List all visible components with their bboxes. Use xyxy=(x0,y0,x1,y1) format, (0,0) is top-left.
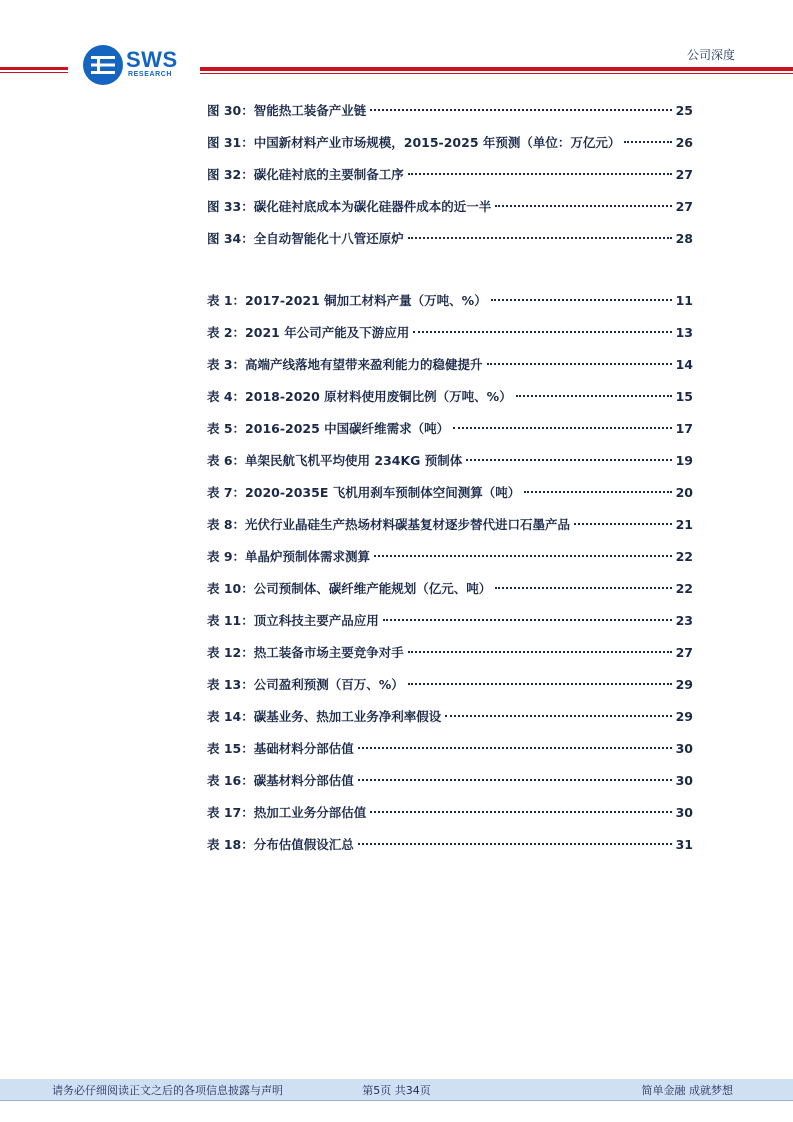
toc-leader-dots xyxy=(624,141,671,143)
toc-leader-dots xyxy=(408,237,672,239)
toc-entry-page: 22 xyxy=(675,549,693,564)
figure-index xyxy=(207,100,693,260)
footer-slogan: 简单金融 成就梦想 xyxy=(641,1084,733,1097)
toc-entry-page: 23 xyxy=(675,613,693,628)
toc-entry-page: 26 xyxy=(675,135,693,150)
toc-leader-dots xyxy=(413,331,671,333)
toc-entry-page: 27 xyxy=(675,167,693,182)
toc-entry-label: 表 7：2020-2035E 飞机用刹车预制体空间测算（吨） xyxy=(207,485,521,500)
toc-entry-figure-34[interactable] xyxy=(207,228,693,260)
toc-entry-table-2[interactable] xyxy=(207,322,693,354)
toc-entry-label: 表 4：2018-2020 原材料使用废铜比例（万吨、%） xyxy=(207,389,512,404)
toc-entry-table-9[interactable] xyxy=(207,546,693,578)
toc-entry-table-17[interactable] xyxy=(207,802,693,834)
page-footer xyxy=(0,1079,793,1100)
logo-subtext: RESEARCH xyxy=(128,71,173,78)
toc-leader-dots xyxy=(495,205,671,207)
toc-leader-dots xyxy=(358,779,672,781)
toc-entry-table-7[interactable] xyxy=(207,482,693,514)
toc-leader-dots xyxy=(408,683,672,685)
toc-entry-page: 30 xyxy=(675,773,693,788)
toc-entry-page: 21 xyxy=(675,517,693,532)
toc-entry-page: 31 xyxy=(675,837,693,852)
toc-entry-label: 图 34：全自动智能化十八管还原炉 xyxy=(207,231,404,246)
toc-entry-table-3[interactable] xyxy=(207,354,693,386)
toc-entry-table-16[interactable] xyxy=(207,770,693,802)
toc-leader-dots xyxy=(453,427,671,429)
toc-entry-label: 表 11：顶立科技主要产品应用 xyxy=(207,613,379,628)
toc-entry-label: 表 5：2016-2025 中国碳纤维需求（吨） xyxy=(207,421,450,436)
toc-entry-table-10[interactable] xyxy=(207,578,693,610)
toc-leader-dots xyxy=(370,109,671,111)
toc-entry-page: 25 xyxy=(675,103,693,118)
sws-logo-icon xyxy=(82,44,124,86)
toc-entry-page: 28 xyxy=(675,231,693,246)
toc-entry-label: 表 6：单架民航飞机平均使用 234KG 预制体 xyxy=(207,453,463,468)
toc-entry-table-6[interactable] xyxy=(207,450,693,482)
toc-entry-table-5[interactable] xyxy=(207,418,693,450)
document-type-label: 公司深度 xyxy=(686,48,735,62)
toc-leader-dots xyxy=(358,747,672,749)
toc-leader-dots xyxy=(383,619,672,621)
toc-leader-dots xyxy=(408,651,672,653)
toc-entry-table-15[interactable] xyxy=(207,738,693,770)
toc-leader-dots xyxy=(491,299,672,301)
toc-entry-figure-31[interactable] xyxy=(207,132,693,164)
footer-rule xyxy=(0,1100,793,1101)
toc-entry-page: 29 xyxy=(675,677,693,692)
toc-entry-page: 30 xyxy=(675,741,693,756)
footer-disclaimer: 请务必仔细阅读正文之后的各项信息披露与声明 xyxy=(52,1084,283,1097)
toc-entry-label: 表 13：公司盈利预测（百万、%） xyxy=(207,677,404,692)
toc-entry-page: 11 xyxy=(675,293,693,308)
toc-leader-dots xyxy=(358,843,672,845)
toc-leader-dots xyxy=(445,715,671,717)
toc-entry-label: 表 18：分布估值假设汇总 xyxy=(207,837,354,852)
toc-entry-label: 图 33：碳化硅衬底成本为碳化硅器件成本的近一半 xyxy=(207,199,492,214)
toc-entry-label: 表 9：单晶炉预制体需求测算 xyxy=(207,549,371,564)
toc-entry-page: 17 xyxy=(675,421,693,436)
toc-entry-label: 表 14：碳基业务、热加工业务净利率假设 xyxy=(207,709,442,724)
toc-leader-dots xyxy=(466,459,671,461)
toc-entry-page: 29 xyxy=(675,709,693,724)
toc-entry-page: 27 xyxy=(675,645,693,660)
toc-entry-page: 13 xyxy=(675,325,693,340)
logo-text: SWS xyxy=(126,47,178,72)
toc-entry-label: 表 1：2017-2021 铜加工材料产量（万吨、%） xyxy=(207,293,487,308)
toc-entry-page: 27 xyxy=(675,199,693,214)
toc-entry-page: 22 xyxy=(675,581,693,596)
toc-entry-label: 图 30：智能热工装备产业链 xyxy=(207,103,367,118)
toc-leader-dots xyxy=(374,555,672,557)
toc-entry-label: 表 17：热加工业务分部估值 xyxy=(207,805,367,820)
toc-entry-label: 表 15：基础材料分部估值 xyxy=(207,741,354,756)
toc-entry-figure-32[interactable] xyxy=(207,164,693,196)
toc-entry-page: 30 xyxy=(675,805,693,820)
toc-entry-page: 20 xyxy=(675,485,693,500)
toc-entry-table-12[interactable] xyxy=(207,642,693,674)
table-index xyxy=(207,290,693,866)
toc-entry-figure-30[interactable] xyxy=(207,100,693,132)
toc-entry-label: 表 2：2021 年公司产能及下游应用 xyxy=(207,325,410,340)
toc-entry-page: 15 xyxy=(675,389,693,404)
toc-leader-dots xyxy=(495,587,671,589)
toc-entry-table-13[interactable] xyxy=(207,674,693,706)
toc-entry-figure-33[interactable] xyxy=(207,196,693,228)
toc-leader-dots xyxy=(370,811,671,813)
toc-entry-label: 图 31：中国新材料产业市场规模，2015-2025 年预测（单位：万亿元） xyxy=(207,135,621,150)
toc-leader-dots xyxy=(524,491,671,493)
toc-entry-label: 表 3：高端产线落地有望带来盈利能力的稳健提升 xyxy=(207,357,483,372)
footer-page-number: 第5页 共34页 xyxy=(362,1084,431,1097)
header-rule-right xyxy=(200,67,793,71)
toc-entry-table-11[interactable] xyxy=(207,610,693,642)
header-rule-left xyxy=(0,67,68,70)
toc-entry-table-8[interactable] xyxy=(207,514,693,546)
toc-entry-table-18[interactable] xyxy=(207,834,693,866)
toc-entry-label: 表 8：光伏行业晶硅生产热场材料碳基复材逐步替代进口石墨产品 xyxy=(207,517,571,532)
toc-entry-label: 表 10：公司预制体、碳纤维产能规划（亿元、吨） xyxy=(207,581,492,596)
toc-entry-label: 表 16：碳基材料分部估值 xyxy=(207,773,354,788)
header-rule-right-thin xyxy=(200,73,793,74)
toc-entry-table-14[interactable] xyxy=(207,706,693,738)
toc-leader-dots xyxy=(408,173,672,175)
toc-entry-label: 图 32：碳化硅衬底的主要制备工序 xyxy=(207,167,404,182)
sws-logo xyxy=(82,44,182,84)
toc-entry-page: 14 xyxy=(675,357,693,372)
toc-leader-dots xyxy=(516,395,672,397)
header-rule-left-thin xyxy=(0,72,68,73)
toc-leader-dots xyxy=(574,523,672,525)
toc-entry-table-1[interactable] xyxy=(207,290,693,322)
toc-entry-label: 表 12：热工装备市场主要竞争对手 xyxy=(207,645,404,660)
toc-entry-table-4[interactable] xyxy=(207,386,693,418)
toc-entry-page: 19 xyxy=(675,453,693,468)
toc-leader-dots xyxy=(487,363,672,365)
